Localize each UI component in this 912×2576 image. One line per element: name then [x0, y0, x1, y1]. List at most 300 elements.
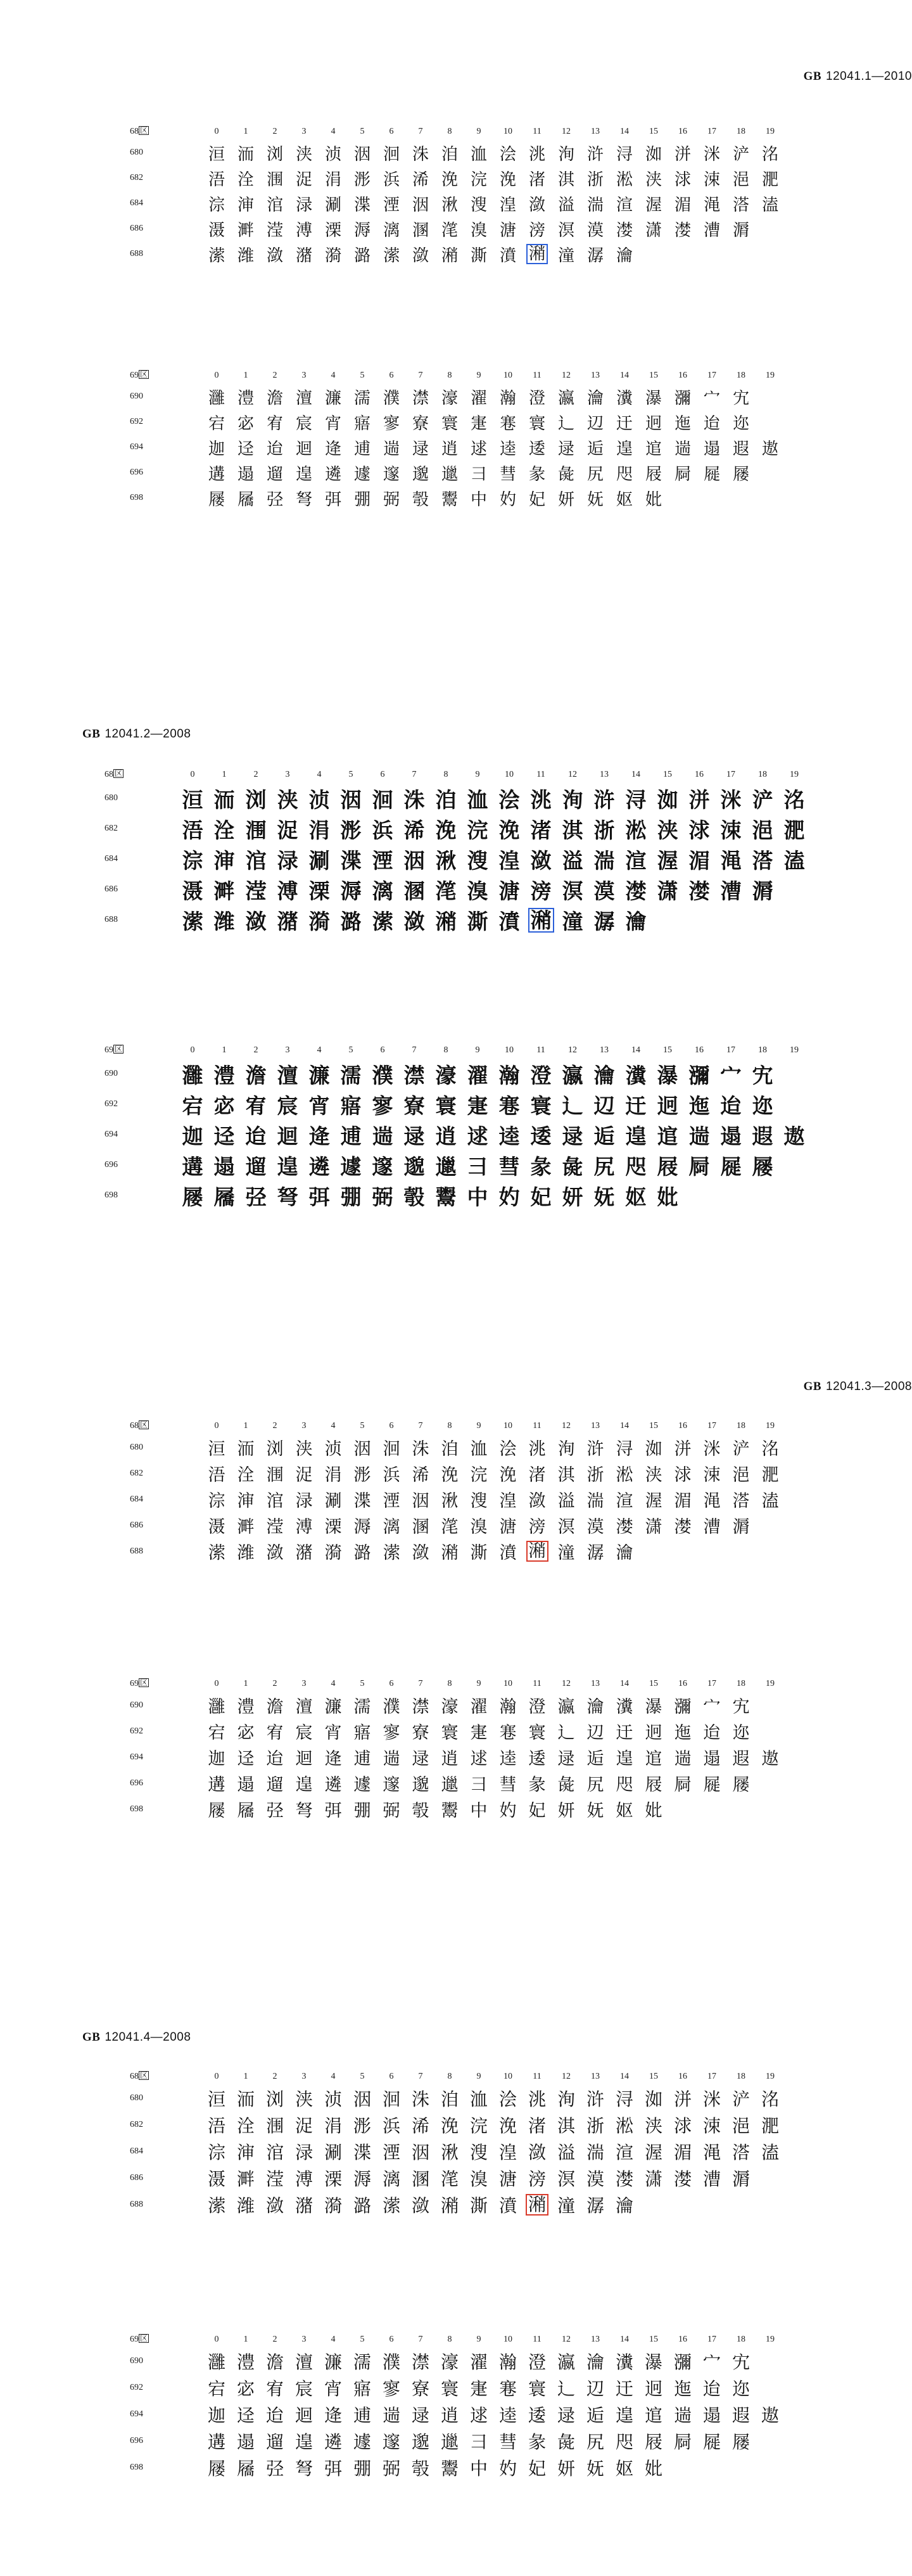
glyph-cell: 洤 [236, 2115, 255, 2136]
glyph-cell: 洹 [208, 1439, 225, 1459]
column-header-2: 2 [272, 2335, 277, 2344]
glyph-cell: 瀰 [688, 1062, 710, 1088]
glyph-cell: 浐 [732, 144, 749, 164]
glyph-cell: 浍 [498, 787, 520, 812]
column-header-13: 13 [600, 1045, 609, 1055]
zone-box-icon: 区 [140, 2334, 148, 2343]
column-header-6: 6 [389, 2072, 394, 2081]
glyph-cell: 迦 [207, 2405, 225, 2426]
column-header-14: 14 [620, 127, 629, 136]
glyph-cell: 浼 [435, 817, 457, 843]
glyph-cell: 迀 [615, 2378, 633, 2399]
zone-box-icon: 区 [140, 126, 148, 135]
glyph-cell: 瀹 [593, 1062, 615, 1088]
table-row [127, 2428, 785, 2454]
glyph-cell: 瀛 [557, 1697, 575, 1717]
column-header-9: 9 [475, 770, 480, 779]
glyph-cell: 寋 [499, 1723, 517, 1743]
glyph-cell: 漕 [702, 2169, 721, 2190]
glyph-cell: 辺 [586, 2378, 604, 2399]
zone-label-z69 [127, 367, 202, 384]
glyph-cell: 邋 [440, 2432, 459, 2452]
glyph-cell: 洳 [657, 787, 678, 812]
glyph-cell: 迤 [688, 1093, 710, 1118]
glyph-cell: 浗 [673, 2115, 692, 2136]
glyph-cell: 潞 [353, 2195, 371, 2216]
glyph-cell: 邃 [383, 1775, 400, 1795]
row-label: 686 [130, 1520, 143, 1530]
row-label: 692 [130, 1726, 143, 1736]
glyph-cell: 漤 [625, 878, 647, 903]
glyph-cell: 弭 [308, 1184, 330, 1209]
glyph-cell: 迀 [616, 414, 633, 433]
table-row [127, 2375, 785, 2401]
column-header-2: 2 [272, 371, 277, 380]
column-header-5: 5 [360, 1421, 365, 1431]
glyph-cell: 彗 [498, 1154, 520, 1179]
glyph-cell: 浼 [498, 2115, 517, 2136]
glyph-cell: 遴 [324, 2432, 342, 2452]
glyph-cell: 咫 [616, 464, 633, 484]
glyph-cell: 迨 [720, 1093, 742, 1118]
glyph-cell: 瀰 [674, 388, 691, 408]
table-row [127, 2138, 785, 2165]
glyph-cell: 涫 [266, 1491, 284, 1511]
glyph-cell: 滂 [528, 220, 545, 240]
glyph-cell: 屐 [645, 464, 662, 484]
glyph-cell: 淙 [208, 195, 225, 215]
glyph-cell: 洎 [440, 2089, 459, 2110]
glyph-cell: 瀹 [586, 2352, 604, 2373]
glyph-cell: 邈 [411, 2432, 429, 2452]
glyph-cell: 瀵 [616, 388, 633, 408]
glyph-cell: 渑 [703, 195, 720, 215]
column-header-7: 7 [418, 2335, 423, 2344]
glyph-cell: 遑 [615, 2405, 633, 2426]
glyph-cell: 浣 [470, 1465, 488, 1485]
glyph-cell: 濂 [324, 2352, 342, 2373]
glyph-cell: 澿 [412, 1697, 429, 1717]
glyph-cell: 涑 [703, 170, 720, 189]
glyph-cell: 弸 [353, 1801, 371, 1821]
column-header-11: 11 [533, 2335, 542, 2344]
glyph-cell: 潆 [383, 246, 400, 265]
glyph-cell: 溷 [403, 878, 425, 903]
glyph-cell: 溥 [294, 2169, 313, 2190]
glyph-cell: 潇 [645, 1517, 662, 1537]
glyph-cell: 洮 [528, 2089, 546, 2110]
glyph-cell: 寁 [467, 1093, 488, 1118]
glyph-cell: 湍 [586, 2142, 604, 2163]
glyph-cell: 湍 [586, 195, 604, 215]
zone-number: 69 [104, 1045, 113, 1055]
glyph-cell: 澶 [277, 1062, 298, 1088]
table-row [127, 1434, 785, 1460]
glyph-cell: 屦 [182, 1184, 203, 1209]
glyph-cell: 彐 [469, 2432, 488, 2452]
glyph-cell: 洳 [645, 1439, 662, 1459]
glyph-cell: 浒 [586, 144, 604, 164]
glyph-cell: 洇 [403, 848, 425, 873]
glyph-cell: 瀰 [674, 1697, 692, 1717]
column-header-1: 1 [243, 2072, 248, 2081]
glyph-cell: 溢 [557, 2142, 575, 2163]
glyph-cell: 潺 [586, 1543, 604, 1563]
glyph-cell: 潲 [435, 909, 457, 934]
column-header-6: 6 [389, 371, 394, 380]
glyph-cell: 浗 [688, 817, 710, 843]
column-header-0: 0 [214, 1421, 219, 1431]
glyph-cell: 渌 [295, 1491, 313, 1511]
glyph-cell: 妍 [562, 1184, 583, 1209]
glyph-cell: 潍 [213, 909, 235, 934]
glyph-cell: 屩 [237, 1801, 255, 1821]
code-chart-z69 [127, 367, 785, 511]
glyph-cell: 濡 [353, 2352, 371, 2373]
glyph-cell: 濡 [340, 1062, 362, 1088]
glyph-cell: 湍 [586, 1491, 604, 1511]
column-header-14: 14 [620, 2335, 629, 2344]
glyph-cell: 浥 [732, 170, 749, 189]
glyph-cell: 溷 [412, 220, 429, 240]
glyph-cell: 屩 [213, 1184, 235, 1209]
glyph-cell: 洴 [673, 2089, 692, 2110]
glyph-cell: 屦 [732, 1775, 750, 1795]
glyph-cell: 洙 [411, 2089, 429, 2110]
zone-box-icon: 区 [140, 370, 148, 379]
glyph-cell: 遴 [324, 1775, 342, 1795]
glyph-cell: 湫 [440, 2142, 459, 2163]
glyph-cell: 濮 [382, 2352, 400, 2373]
glyph-cell: 潋 [403, 909, 425, 934]
glyph-cell-empty [683, 1180, 715, 1211]
glyph-cell: 洣 [703, 1439, 721, 1459]
glyph-cell: 屩 [237, 490, 254, 509]
row-label: 684 [130, 1494, 143, 1504]
glyph-cell: 迩 [732, 414, 749, 433]
glyph-cell-empty [697, 1796, 726, 1822]
glyph-cell: 宓 [237, 414, 254, 433]
glyph-cell: 溚 [752, 848, 773, 873]
standard-number: 12041.4—2008 [104, 2031, 191, 2044]
column-header-13: 13 [600, 770, 609, 779]
row-label: 692 [130, 417, 143, 426]
glyph-cell: 屣 [720, 1154, 742, 1179]
glyph-cell: 渚 [528, 1465, 546, 1485]
glyph-cell: 湟 [499, 1491, 517, 1511]
glyph-cell: 遢 [703, 439, 720, 459]
glyph-cell: 逑 [470, 1749, 488, 1769]
glyph-cell: 湟 [499, 195, 516, 215]
glyph-cell: 浣 [470, 170, 487, 189]
row-label: 682 [130, 173, 143, 182]
glyph-cell: 淇 [557, 2115, 575, 2136]
glyph-cell: 迨 [266, 439, 283, 459]
zone-label-z68 [127, 124, 202, 140]
glyph-cell: 渚 [528, 170, 545, 189]
glyph-cell: 洹 [208, 144, 225, 164]
row-label: 684 [104, 854, 118, 864]
standard-prefix: GB [803, 70, 822, 83]
glyph-cell: 瀚 [499, 388, 516, 408]
column-header-12: 12 [568, 770, 577, 779]
glyph-cell: 屦 [732, 2432, 750, 2452]
glyph-cell: 滗 [440, 2169, 459, 2190]
glyph-cell: 溏 [498, 2169, 517, 2190]
glyph-cell: 迦 [182, 1123, 203, 1149]
glyph-cell: 浙 [586, 2115, 604, 2136]
glyph-cell: 洮 [530, 787, 552, 812]
glyph-cell: 浥 [732, 2115, 750, 2136]
table-row [102, 1119, 810, 1150]
glyph-cell: 浃 [295, 144, 312, 164]
glyph-cell: 逅 [586, 439, 604, 459]
glyph-cell: 寤 [340, 1093, 362, 1118]
glyph-cell: 妣 [645, 1801, 662, 1821]
column-header-13: 13 [591, 127, 600, 136]
glyph-cell: 渲 [615, 2142, 633, 2163]
column-header-16: 16 [678, 2072, 687, 2081]
row-label: 682 [104, 824, 118, 833]
code-chart-z69 [102, 1042, 810, 1211]
glyph-cell: 漘 [732, 1517, 750, 1537]
glyph-cell: 澹 [266, 388, 283, 408]
row-label: 684 [130, 2146, 143, 2156]
glyph-cell: 浼 [499, 170, 516, 189]
column-header-4: 4 [331, 371, 336, 380]
glyph-cell: 潋 [265, 2195, 284, 2216]
column-header-1: 1 [243, 1421, 248, 1431]
glyph-cell: 逭 [645, 1749, 662, 1769]
glyph-cell: 溏 [499, 220, 516, 240]
column-header-3: 3 [301, 2335, 307, 2344]
glyph-cell: 浠 [411, 2115, 429, 2136]
glyph-cell: 潋 [412, 246, 429, 265]
row-label: 680 [130, 2093, 143, 2103]
glyph-cell: 迥 [645, 414, 662, 433]
glyph-cell: 潋 [411, 2195, 429, 2216]
glyph-cell: 涫 [265, 2142, 284, 2163]
glyph-cell: 妩 [586, 2458, 604, 2479]
glyph-cell: 瀚 [498, 1062, 520, 1088]
column-header-4: 4 [331, 1421, 336, 1431]
glyph-cell: 鬻 [441, 1801, 459, 1821]
glyph-cell: 涮 [324, 2142, 342, 2163]
standard-number: 12041.3—2008 [826, 1380, 912, 1393]
column-header-1: 1 [222, 770, 227, 779]
glyph-cell: 辶 [557, 2378, 575, 2399]
glyph-cell: 滠 [208, 220, 225, 240]
glyph-cell: 濆 [498, 909, 520, 934]
table-row [102, 905, 810, 935]
glyph-cell: 宥 [266, 414, 283, 433]
glyph-cell: 迴 [277, 1123, 298, 1149]
glyph-cell: 浙 [586, 1465, 604, 1485]
glyph-cell: 迨 [245, 1123, 267, 1149]
glyph-cell: 彀 [412, 490, 429, 509]
glyph-cell: 渥 [657, 848, 678, 873]
column-header-2: 2 [272, 127, 277, 136]
zone-label-z68 [127, 2069, 202, 2085]
glyph-cell: 逭 [644, 2405, 662, 2426]
glyph-cell-empty [697, 1538, 726, 1564]
column-header-row [102, 767, 810, 783]
glyph-cell: 寰 [528, 1723, 546, 1743]
row-label: 696 [130, 2436, 143, 2445]
glyph-cell: 溘 [761, 1491, 779, 1511]
glyph-cell: 逶 [528, 1749, 546, 1769]
column-header-17: 17 [707, 127, 716, 136]
glyph-cell: 洏 [236, 2089, 255, 2110]
glyph-cell: 邈 [412, 1775, 429, 1795]
glyph-cell: 弭 [324, 490, 341, 509]
glyph-cell: 逑 [467, 1123, 488, 1149]
glyph-cell: 澧 [236, 2352, 255, 2373]
glyph-cell: 淞 [616, 1465, 633, 1485]
glyph-cell: 寰 [435, 1093, 457, 1118]
glyph-cell: 漘 [732, 2169, 750, 2190]
glyph-cell: 妩 [586, 1801, 604, 1821]
glyph-cell: 湄 [674, 1491, 692, 1511]
glyph-cell: 寮 [411, 2378, 429, 2399]
glyph-cell: 溧 [324, 1517, 342, 1537]
column-header-8: 8 [447, 2072, 452, 2081]
glyph-cell: 漤 [674, 1517, 692, 1537]
glyph-cell: 弭 [324, 1801, 342, 1821]
glyph-cell: 渖 [237, 1491, 255, 1511]
glyph-cell: 濮 [372, 1062, 393, 1088]
glyph-cell: 浏 [245, 787, 267, 812]
glyph-cell: 浐 [732, 2089, 750, 2110]
glyph-cell: 寋 [498, 2378, 517, 2399]
glyph-cell: 漠 [593, 878, 615, 903]
glyph-cell: 迤 [674, 414, 691, 433]
glyph-cell: 遐 [732, 1749, 750, 1769]
glyph-cell: 遄 [372, 1123, 393, 1149]
glyph-cell: 浔 [616, 1439, 633, 1459]
standard-prefix: GB [803, 1380, 822, 1393]
column-header-row [127, 367, 785, 384]
glyph-cell: 溘 [761, 2142, 779, 2163]
glyph-cell: 溿 [237, 1517, 255, 1537]
glyph-cell: 洮 [528, 144, 545, 164]
column-header-1: 1 [222, 1045, 227, 1055]
glyph-cell: 瀑 [645, 388, 662, 408]
highlighted-glyph: 潲 [528, 908, 554, 933]
glyph-cell: 妣 [657, 1184, 678, 1209]
glyph-cell: 潇 [644, 2169, 662, 2190]
column-header-11: 11 [533, 371, 542, 380]
glyph-cell: 渑 [720, 848, 742, 873]
glyph-cell: 瀰 [673, 2352, 692, 2373]
zone-number: 69 [130, 2335, 139, 2344]
glyph-cell: 淞 [615, 2115, 633, 2136]
glyph-cell: 遑 [616, 1749, 633, 1769]
column-header-16: 16 [678, 371, 687, 380]
table-row [102, 1059, 810, 1089]
glyph-cell: 洇 [411, 2142, 429, 2163]
glyph-cell: 浃 [295, 1439, 313, 1459]
glyph-cell: 潆 [208, 246, 225, 265]
glyph-cell: 遄 [383, 439, 400, 459]
glyph-cell: 洙 [403, 787, 425, 812]
glyph-cell: 涠 [266, 170, 283, 189]
glyph-cell: 灉 [208, 388, 225, 408]
glyph-cell: 濆 [499, 1543, 517, 1563]
glyph-cell: 溷 [412, 1517, 429, 1537]
glyph-cell: 渚 [528, 2115, 546, 2136]
column-header-10: 10 [504, 371, 512, 380]
glyph-cell: 弩 [295, 1801, 313, 1821]
glyph-cell: 浵 [353, 170, 370, 189]
glyph-cell: 滠 [182, 878, 203, 903]
glyph-cell: 屙 [673, 2432, 692, 2452]
glyph-cell: 寥 [383, 414, 400, 433]
glyph-cell-empty [756, 1512, 785, 1538]
glyph-cell: 澧 [237, 1697, 255, 1717]
table-row [127, 485, 785, 511]
glyph-cell: 潋 [245, 909, 267, 934]
glyph-cell: 涫 [245, 848, 267, 873]
column-header-0: 0 [190, 1045, 195, 1055]
glyph-cell: 妪 [616, 490, 633, 509]
column-header-16: 16 [678, 127, 687, 136]
glyph-cell: 寰 [441, 1723, 459, 1743]
column-header-10: 10 [504, 127, 512, 136]
glyph-cell: 屩 [236, 2458, 255, 2479]
chart-69-wrap-1 [0, 367, 912, 511]
glyph-cell: 潺 [593, 909, 615, 934]
glyph-cell: 浈 [324, 2089, 342, 2110]
standard-header-4 [0, 2031, 912, 2044]
chart-69-wrap-4 [0, 2331, 912, 2481]
standard-header-3 [0, 1380, 912, 1394]
glyph-cell: 遛 [266, 464, 283, 484]
glyph-cell: 澶 [295, 1697, 313, 1717]
column-header-3: 3 [301, 1421, 307, 1431]
glyph-cell: 涮 [324, 195, 341, 215]
row-label: 694 [130, 442, 143, 452]
glyph-cell: 涫 [266, 195, 283, 215]
glyph-cell: 咫 [625, 1154, 647, 1179]
glyph-cell: 淇 [557, 170, 574, 189]
column-header-7: 7 [418, 127, 423, 136]
zone-box-icon: 区 [140, 2071, 148, 2080]
glyph-cell: 溴 [469, 2169, 488, 2190]
glyph-cell: 彐 [470, 464, 487, 484]
glyph-cell: 洹 [207, 2089, 225, 2110]
glyph-cell: 洤 [237, 170, 254, 189]
glyph-cell: 潆 [182, 909, 203, 934]
column-header-row [127, 1676, 785, 1692]
glyph-cell: 溥 [277, 878, 298, 903]
glyph-cell-empty [756, 384, 785, 409]
glyph-cell: 濮 [383, 1697, 400, 1717]
row-label: 694 [130, 2409, 143, 2419]
glyph-cell: 浠 [412, 1465, 429, 1485]
glyph-cell: 洮 [528, 1439, 546, 1459]
glyph-cell: 迳 [237, 439, 254, 459]
glyph-cell [522, 241, 552, 267]
glyph-cell-empty [726, 2191, 756, 2218]
glyph-cell: 溲 [470, 195, 487, 215]
column-header-12: 12 [562, 2335, 571, 2344]
glyph-cell: 濂 [324, 1697, 342, 1717]
glyph-cell: 邈 [403, 1154, 425, 1179]
glyph-cell: 濠 [441, 1697, 459, 1717]
column-header-19: 19 [766, 371, 775, 380]
glyph-cell: 屣 [702, 2432, 721, 2452]
